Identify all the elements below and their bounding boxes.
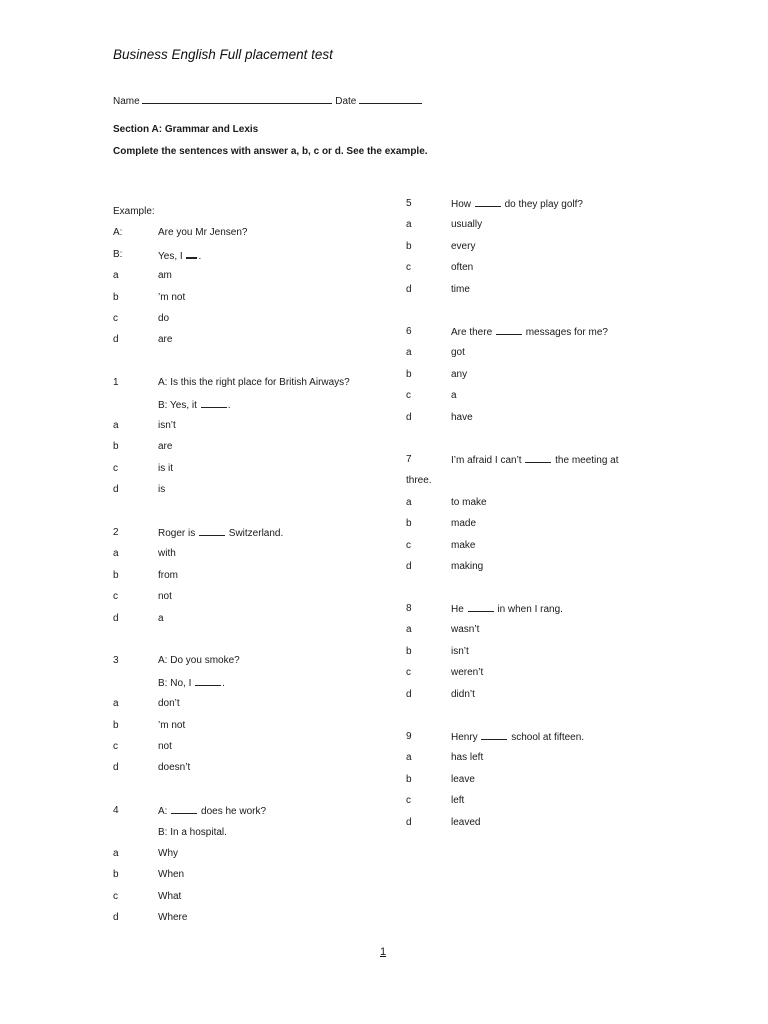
- option-text: made: [451, 518, 477, 530]
- answer-blank[interactable]: [201, 398, 227, 408]
- item-label: b: [113, 291, 119, 303]
- item-label: d: [113, 912, 119, 924]
- item-label: b: [406, 773, 412, 785]
- item-label: a: [113, 698, 119, 710]
- item-label: 5: [406, 198, 412, 209]
- item-label: c: [113, 890, 118, 902]
- item-label: d: [406, 688, 412, 700]
- item-text: [158, 248, 201, 264]
- item-label: a: [406, 496, 412, 508]
- item-text: [158, 226, 248, 240]
- text-before-blank: I’m afraid I can’t: [451, 455, 525, 466]
- option-text: ’m not: [158, 291, 186, 303]
- name-date-line: [113, 94, 422, 107]
- text-before-blank: Yes, I: [158, 250, 186, 262]
- option-text: time: [451, 283, 470, 295]
- item-label: d: [113, 334, 119, 346]
- name-label: Name: [113, 96, 140, 107]
- text-before-blank: B: In a hospital.: [158, 826, 227, 838]
- answer-blank[interactable]: [496, 325, 522, 335]
- item-label: c: [406, 539, 411, 551]
- answer-blank[interactable]: [468, 602, 494, 612]
- text-before-blank: Are there: [451, 327, 495, 338]
- item-label: d: [113, 612, 119, 624]
- item-text: [158, 398, 230, 413]
- item-label: a: [113, 270, 119, 282]
- text-after-blank: .: [198, 250, 202, 262]
- item-label: c: [113, 313, 118, 324]
- document-title: Business English Full placement test: [113, 47, 333, 62]
- item-label: a: [113, 548, 119, 560]
- text-before-blank: B: Yes, it: [158, 399, 200, 411]
- text-before-blank: Roger is: [158, 528, 199, 539]
- option-text: didn’t: [451, 688, 475, 700]
- item-label: b: [113, 569, 119, 581]
- item-label: d: [406, 816, 412, 828]
- text-before-blank: Henry: [451, 732, 481, 743]
- option-text: leave: [451, 773, 475, 785]
- text-after-blank: .: [222, 677, 225, 689]
- text-after-blank: does he work?: [198, 806, 267, 818]
- item-label: B:: [113, 248, 123, 260]
- item-label: b: [406, 368, 412, 380]
- option-text: usually: [451, 219, 483, 231]
- item-label: 7: [406, 454, 412, 465]
- item-label: 6: [406, 326, 412, 337]
- option-text: ’m not: [158, 719, 186, 731]
- item-text: [451, 602, 563, 617]
- item-label: 1: [113, 377, 119, 389]
- option-text: not: [158, 591, 172, 603]
- item-label: c: [406, 795, 411, 807]
- item-text: [158, 676, 225, 691]
- item-text: [158, 826, 227, 840]
- option-text: wasn’t: [451, 624, 480, 636]
- item-label: d: [406, 411, 412, 423]
- item-label: c: [113, 462, 118, 474]
- text-before-blank: Are you Mr Jensen?: [158, 227, 248, 239]
- item-text: [158, 804, 266, 819]
- item-text: [451, 197, 583, 212]
- option-text: is: [158, 484, 166, 496]
- option-text: isn’t: [451, 645, 469, 657]
- option-text: leaved: [451, 816, 481, 828]
- answer-blank[interactable]: [171, 804, 197, 814]
- date-field[interactable]: [359, 94, 422, 104]
- option-text: has left: [451, 752, 484, 764]
- option-text: do: [158, 313, 170, 324]
- option-text: every: [451, 240, 476, 252]
- item-label: c: [406, 667, 411, 679]
- option-text: with: [158, 548, 176, 560]
- item-label: a: [406, 624, 412, 636]
- option-text: left: [451, 795, 465, 807]
- answer-blank[interactable]: [481, 730, 507, 740]
- item-label: 4: [113, 805, 119, 817]
- answer-blank[interactable]: [475, 197, 501, 207]
- option-text: to make: [451, 496, 487, 508]
- item-label: b: [406, 240, 412, 252]
- item-text: [158, 526, 283, 541]
- item-label: b: [406, 518, 412, 530]
- item-text: [158, 376, 350, 390]
- text-after-blank: in when I rang.: [494, 604, 563, 615]
- item-label: a: [406, 752, 412, 764]
- option-text: from: [158, 569, 178, 581]
- option-text: doesn’t: [158, 762, 191, 774]
- answer-blank[interactable]: [186, 248, 197, 259]
- item-label: 9: [406, 731, 412, 742]
- text-before-blank: He: [451, 604, 467, 615]
- answer-blank[interactable]: [525, 453, 551, 463]
- date-label: Date: [335, 96, 357, 107]
- item-label: 3: [113, 655, 119, 667]
- option-text: a: [158, 612, 164, 624]
- item-label: A:: [113, 227, 123, 239]
- name-field[interactable]: [142, 94, 332, 104]
- text-before-blank: How: [451, 199, 474, 210]
- item-label: b: [113, 869, 119, 881]
- section-title: Section A: Grammar and Lexis: [113, 124, 259, 135]
- option-text: Where: [158, 912, 188, 924]
- item-label: a: [113, 420, 119, 431]
- item-label: d: [113, 762, 119, 774]
- option-text: any: [451, 368, 468, 380]
- item-label: a: [406, 219, 412, 231]
- item-label: 2: [113, 527, 119, 538]
- text-after-blank: Switzerland.: [226, 528, 284, 539]
- option-text: are: [158, 334, 173, 346]
- item-label: Example:: [113, 206, 155, 217]
- text-after-blank: do they play golf?: [501, 199, 583, 210]
- option-text: Why: [158, 848, 178, 859]
- option-text: isn’t: [158, 420, 176, 431]
- text-after-blank: school at fifteen.: [508, 732, 585, 743]
- answer-blank[interactable]: [199, 526, 225, 536]
- item-label: c: [113, 591, 118, 603]
- option-text: What: [158, 890, 182, 902]
- text-before-blank: B: No, I: [158, 677, 195, 689]
- item-text: [451, 325, 608, 340]
- option-text: got: [451, 347, 465, 359]
- item-text: [451, 453, 619, 468]
- item-label: a: [113, 848, 119, 859]
- option-text: not: [158, 741, 172, 752]
- answer-blank[interactable]: [195, 676, 221, 686]
- text-before-blank: A: Do you smoke?: [158, 655, 240, 667]
- option-text: are: [158, 441, 173, 453]
- item-label: b: [113, 441, 119, 453]
- item-label: b: [113, 719, 119, 731]
- text-after-blank: .: [227, 399, 231, 411]
- item-label: c: [113, 741, 118, 752]
- item-label: d: [406, 283, 412, 295]
- text-before-blank: A: Is this the right place for British Airways?: [158, 377, 350, 389]
- page-number: 1: [380, 946, 387, 958]
- item-label: c: [406, 390, 411, 402]
- item-label: a: [406, 347, 412, 359]
- item-text: [451, 730, 584, 745]
- option-text: weren’t: [451, 667, 484, 679]
- item-label: c: [406, 262, 411, 274]
- option-text: don’t: [158, 698, 180, 710]
- item-label: d: [113, 484, 119, 496]
- option-text: When: [158, 869, 185, 881]
- option-text: is it: [158, 462, 173, 474]
- item-label: 8: [406, 603, 412, 614]
- option-text: often: [451, 262, 474, 274]
- item-label: b: [406, 645, 412, 657]
- item-label: d: [406, 561, 412, 572]
- text-after-blank: messages for me?: [522, 327, 608, 338]
- option-text: make: [451, 539, 476, 551]
- text-after-blank: the meeting at: [552, 455, 619, 466]
- item-text: [158, 654, 240, 668]
- option-text: a: [451, 390, 457, 402]
- instructions: Complete the sentences with answer a, b, c or d. See the example.: [113, 146, 428, 157]
- option-text: am: [158, 270, 172, 282]
- option-text: have: [451, 411, 473, 423]
- continuation-text: three.: [406, 475, 432, 487]
- text-before-blank: A:: [158, 806, 171, 818]
- option-text: making: [451, 561, 484, 572]
